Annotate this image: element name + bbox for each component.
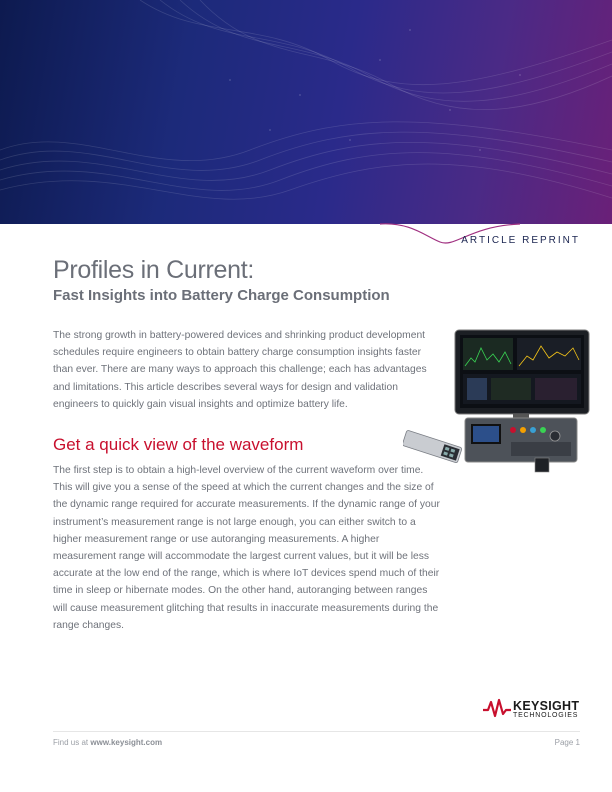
product-image [403,326,593,476]
hero-wave-pattern [0,0,612,224]
section-body-paragraph: The first step is to obtain a high-level overview of the current waveform over time. This will give you a sense of the speed at which the current changes and the size of the dynamic range required for accurate measurements. If the dynamic range of your instrument’s measurement range is not large enough, you can either switch to a higher measurement range or use autoranging measurements. A higher measurement range will accommodate the largest current values, but it will be less accurate at the low end of the range, which is where IoT devices spend much of their time in sleep or hibernate modes. On the other hand, autoranging between ranges will cause measurement glitching that results in inaccurate measurements during the range changes. [53,465,440,631]
intro-paragraph: The strong growth in battery-powered devices and shrinking product development schedules require engineers to obtain battery charge consumption insights faster than ever. There are many ways to approach this challenge; each has advantages and limitations. This article describes several ways for design and validation engineers to quickly gain visual insights and optimize battery life. [53,330,427,410]
footer-url-link[interactable]: www.keysight.com [90,738,163,747]
footer-divider [53,731,580,732]
footer-prefix: Find us at [53,738,89,747]
section-heading: Get a quick view of the waveform [53,435,304,454]
hero-banner [0,0,612,224]
footer-contact [53,738,162,747]
page-subtitle: Fast Insights into Battery Charge Consumption [53,287,390,304]
logo-subtitle: TECHNOLOGIES [513,712,579,719]
logo-wordmark: KEYSIGHT [513,699,580,713]
article-reprint-label: ARTICLE REPRINT [461,235,580,246]
page-title: Profiles in Current: [53,256,255,284]
page-number: Page 1 [554,738,580,747]
keysight-logo-icon [483,698,511,718]
